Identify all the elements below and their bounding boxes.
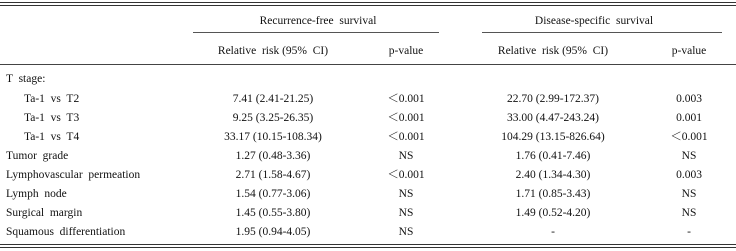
cell-dss-rr: 1.71 (0.85-3.43) [515, 188, 591, 200]
cell-rfs-rr: 1.54 (0.77-3.06) [235, 188, 311, 200]
cell-rfs-p: NS [398, 226, 414, 238]
row-label: Lymph node [6, 188, 67, 200]
cell-dss-rr: 104.29 (13.15-826.64) [501, 131, 605, 143]
cell-dss-rr: - [551, 226, 555, 238]
section-label-t-stage: T stage: [6, 73, 46, 85]
cell-rfs-p: NS [398, 207, 414, 219]
row-label: Ta-1 vs T3 [24, 112, 80, 124]
cell-dss-p: NS [681, 188, 697, 200]
row-label: Ta-1 vs T4 [24, 131, 80, 143]
cell-rfs-rr: 1.95 (0.94-4.05) [235, 226, 311, 238]
group-underline-rfs [193, 32, 439, 33]
row-label: Surgical margin [6, 207, 83, 219]
cell-rfs-rr: 1.45 (0.55-3.80) [235, 207, 311, 219]
bottom-rule [0, 244, 736, 248]
col-header-dss-p: p-value [671, 45, 707, 57]
cell-dss-p: NS [681, 207, 697, 219]
group-underline-dss [482, 32, 722, 33]
row-label: Ta-1 vs T2 [24, 93, 80, 105]
cell-rfs-p: ＜0.001 [387, 131, 425, 143]
cell-rfs-rr: 7.41 (2.41-21.25) [232, 93, 314, 105]
cell-rfs-p: ＜0.001 [387, 93, 425, 105]
group-header-disease-specific: Disease-specific survival [534, 15, 654, 27]
cell-dss-p: ＜0.001 [670, 131, 708, 143]
row-label: Lymphovascular permeation [6, 169, 141, 181]
cell-dss-rr: 33.00 (4.47-243.24) [507, 112, 599, 124]
cell-rfs-p: ＜0.001 [387, 112, 425, 124]
cell-rfs-rr: 1.27 (0.48-3.36) [235, 150, 311, 162]
cell-rfs-rr: 9.25 (3.25-26.35) [232, 112, 314, 124]
cell-dss-rr: 2.40 (1.34-4.30) [515, 169, 591, 181]
cell-rfs-rr: 33.17 (10.15-108.34) [224, 131, 322, 143]
row-label: Tumor grade [6, 150, 69, 162]
cell-dss-p: - [687, 226, 691, 238]
cell-dss-rr: 1.49 (0.52-4.20) [515, 207, 591, 219]
cell-dss-p: 0.001 [676, 112, 702, 124]
cell-dss-p: 0.003 [676, 93, 702, 105]
group-header-recurrence-free: Recurrence-free survival [259, 15, 377, 27]
cell-rfs-p: NS [398, 150, 414, 162]
top-rule [0, 2, 736, 6]
cell-rfs-p: NS [398, 188, 414, 200]
cell-dss-p: 0.003 [676, 169, 702, 181]
col-header-rfs-p: p-value [388, 45, 424, 57]
cell-rfs-p: ＜0.001 [387, 169, 425, 181]
cell-dss-rr: 1.76 (0.41-7.46) [515, 150, 591, 162]
cell-rfs-rr: 2.71 (1.58-4.67) [235, 169, 311, 181]
col-header-dss-rr: Relative risk (95% CI) [497, 45, 609, 57]
header-rule [0, 64, 736, 65]
cell-dss-p: NS [681, 150, 697, 162]
col-header-rfs-rr: Relative risk (95% CI) [217, 45, 329, 57]
row-label: Squamous differentiation [6, 226, 126, 238]
cell-dss-rr: 22.70 (2.99-172.37) [507, 93, 599, 105]
